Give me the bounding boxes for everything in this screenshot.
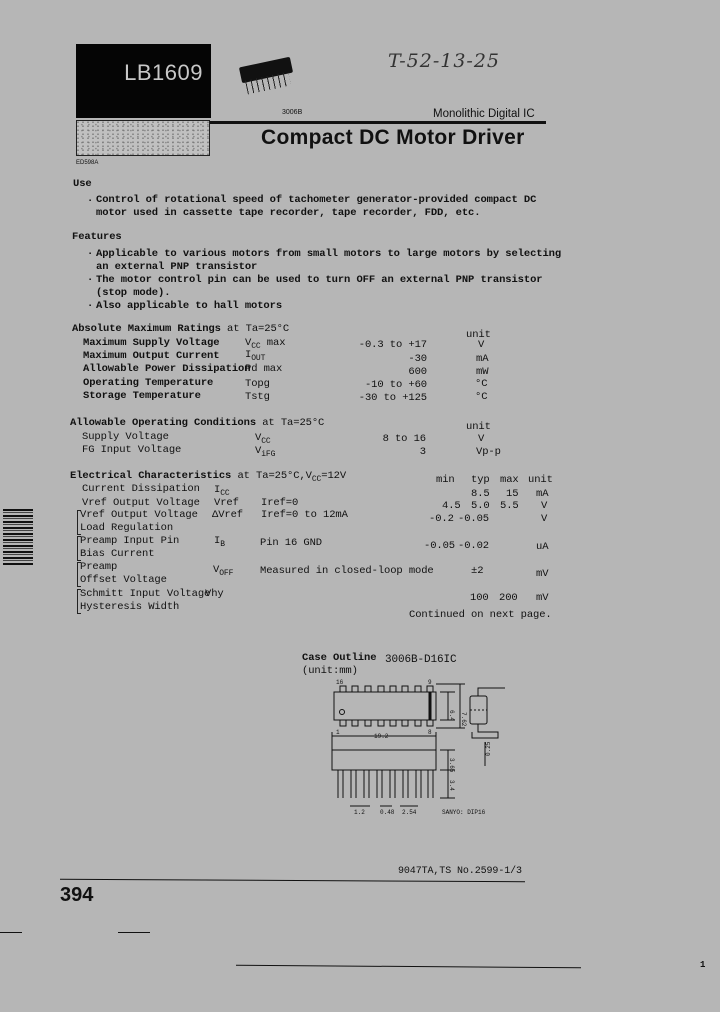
op-cond-value: 3 <box>419 446 426 458</box>
elec-header-min: min <box>436 474 455 486</box>
dim-lead-length: 3.4 <box>448 780 455 791</box>
dim-lead-thickness: 0.25 <box>485 741 492 756</box>
side-barcode <box>3 509 33 565</box>
doc-code: 9047TA,TS No.2599-1/3 <box>398 866 522 877</box>
feature-3-line-1: Also applicable to hall motors <box>96 300 283 312</box>
dim-pin1-offset: 1.2 <box>354 809 365 816</box>
elec-heading-text: Electrical Characteristics <box>70 470 232 482</box>
elec-typ: -0.05 <box>458 513 490 525</box>
abs-max-name: Maximum Output Current <box>83 350 220 362</box>
feature-bullet: . <box>87 246 94 258</box>
elec-header-max: max <box>500 474 519 486</box>
package-outline-drawing <box>330 676 510 816</box>
feature-2-line-1: The motor control pin can be used to turn OFF an external PNP transistor <box>96 274 543 286</box>
features-heading: Features <box>72 231 122 243</box>
op-cond-unit: V <box>478 433 485 445</box>
elec-unit: V <box>541 500 548 512</box>
elec-name: Preamp <box>80 561 118 573</box>
elec-name: Schmitt Input Voltage <box>80 588 211 600</box>
footer-rule <box>60 879 525 882</box>
elec-symbol: Vref <box>214 497 239 509</box>
scan-line <box>236 965 581 968</box>
abs-max-name: Storage Temperature <box>83 390 201 402</box>
abs-max-name: Allowable Power Dissipation <box>83 363 251 375</box>
elec-min: -0.2 <box>429 513 454 525</box>
elec-name: Preamp Input Pin <box>80 535 180 547</box>
elec-symbol: ΔVref <box>212 509 244 521</box>
elec-max: 5.5 <box>500 500 519 512</box>
elec-symbol: $I_B$ <box>214 535 225 549</box>
page-title: Compact DC Motor Driver <box>261 126 525 149</box>
abs-max-value: -30 to +125 <box>358 392 427 404</box>
abs-max-heading-text: Absolute Maximum Ratings <box>72 323 221 335</box>
op-cond-unit: Vp-p <box>476 446 501 458</box>
abs-max-value: 600 <box>408 366 427 378</box>
abs-max-unit: °C <box>475 391 488 403</box>
abs-max-symbol: Tstg <box>245 391 270 403</box>
corner-mark: 1 <box>700 960 706 970</box>
elec-typ: -0.02 <box>458 540 490 552</box>
abs-max-unit: °C <box>475 378 488 390</box>
dim-height: 3.65 <box>448 758 455 773</box>
feature-1-line-1: Applicable to various motors from small motors to large motors by selecting <box>96 248 562 260</box>
feature-1-line-2: an external PNP transistor <box>96 261 258 273</box>
scan-line <box>0 932 22 933</box>
op-cond-symbol: $V_{iFG}$ <box>255 445 276 459</box>
elec-typ: 5.0 <box>471 500 490 512</box>
use-line-1: Control of rotational speed of tachometer generator-provided compact DC <box>96 194 537 206</box>
pin-label-9: 9 <box>428 679 432 686</box>
op-cond-symbol: $V_{CC}$ <box>255 432 271 446</box>
abs-max-symbol: Pd max <box>245 363 283 375</box>
dim-row-spacing: 7.62 <box>460 712 467 727</box>
elec-name: Vref Output Voltage <box>80 509 198 521</box>
abs-max-name: Maximum Supply Voltage <box>83 337 220 349</box>
elec-header-typ: typ <box>471 474 490 486</box>
elec-header-unit: unit <box>528 474 553 486</box>
dim-body-width: 6.4 <box>448 710 455 721</box>
ic-type: Monolithic Digital IC <box>433 108 535 120</box>
elec-condition: Iref=0 <box>261 497 299 509</box>
halftone-image <box>76 120 210 156</box>
feature-2-line-2: (stop mode). <box>96 287 171 299</box>
use-heading: Use <box>73 178 92 190</box>
elec-unit: mV <box>536 592 549 604</box>
elec-condition: Measured in closed-loop mode <box>260 565 434 577</box>
scan-line <box>118 932 150 933</box>
elec-unit: mA <box>536 488 549 500</box>
abs-max-value: -0.3 to +17 <box>358 339 427 351</box>
elec-unit: V <box>541 513 548 525</box>
elec-max: 200 <box>499 592 518 604</box>
elec-name-cont: Bias Current <box>80 548 155 560</box>
op-cond-name: FG Input Voltage <box>82 444 182 456</box>
elec-typ: ±2 <box>471 565 484 577</box>
op-cond-heading <box>70 417 324 429</box>
elec-typ: 8.5 <box>471 488 490 500</box>
op-cond-value: 8 to 16 <box>382 433 426 445</box>
abs-max-unit-header: unit <box>466 329 491 341</box>
use-line-2: motor used in cassette tape recorder, tape recorder, FDD, etc. <box>96 207 481 219</box>
elec-condition: Pin 16 GND <box>260 537 323 549</box>
elec-min: -0.05 <box>424 540 456 552</box>
top-pins <box>340 686 433 692</box>
elec-max: 15 <box>506 488 519 500</box>
elec-condition: Iref=0 to 12mA <box>261 509 348 521</box>
elec-heading <box>70 470 346 482</box>
elec-symbol: Vhy <box>205 588 224 600</box>
handwritten-note: T-52-13-25 <box>388 50 501 72</box>
abs-max-value: -10 to +60 <box>364 379 427 391</box>
elec-unit: uA <box>536 541 549 553</box>
op-cond-name: Supply Voltage <box>82 431 169 443</box>
abs-max-name: Operating Temperature <box>83 377 214 389</box>
abs-max-unit: mA <box>476 353 489 365</box>
elec-symbol: $V_{OFF}$ <box>213 564 234 578</box>
elec-name: Vref Output Voltage <box>82 497 200 509</box>
abs-max-value: -30 <box>408 353 427 365</box>
elec-condition: at $Ta=25^\circ C,V_{CC}=12V$ <box>237 470 347 484</box>
elec-min: 4.5 <box>442 500 461 512</box>
elec-symbol: $I_{CC}$ <box>214 484 230 498</box>
page-number: 394 <box>60 884 94 906</box>
abs-max-unit: V <box>478 339 485 351</box>
op-cond-heading-text: Allowable Operating Conditions <box>70 417 257 429</box>
abs-max-symbol: Topg <box>245 378 270 390</box>
continued-note: Continued on next page. <box>409 609 552 621</box>
abs-max-symbol: $V_{CC}$ max <box>245 337 286 351</box>
abs-max-condition: at Ta=25°C <box>227 323 290 335</box>
op-cond-unit-header: unit <box>466 421 491 433</box>
case-outline-unit: (unit:mm) <box>302 665 358 677</box>
use-bullet: . <box>87 193 94 205</box>
pin-label-1: 1 <box>336 729 340 736</box>
feature-bullet: . <box>87 272 94 284</box>
halftone-code: ED598A <box>76 160 99 166</box>
pin-label-8: 8 <box>428 729 432 736</box>
elec-typ: 100 <box>470 592 489 604</box>
header-rule <box>210 121 546 124</box>
part-number: LB1609 <box>124 60 203 85</box>
pin-label-16: 16 <box>336 679 344 686</box>
elec-name-cont: Load Regulation <box>80 522 174 534</box>
package-body <box>334 692 436 720</box>
dim-length: 19.2 <box>374 733 389 740</box>
dim-pitch: 2.54 <box>402 809 417 816</box>
part-number-box <box>76 44 211 118</box>
elec-unit: mV <box>536 568 549 580</box>
package-code: 3006B <box>282 109 303 116</box>
elec-name: Current Dissipation <box>82 483 200 495</box>
maker-package: SANYO: DIP16 <box>442 809 486 816</box>
case-outline-heading: Case Outline <box>302 652 377 664</box>
feature-bullet: . <box>87 298 94 310</box>
elec-name-cont: Offset Voltage <box>80 574 167 586</box>
abs-max-symbol: $I_{OUT}$ <box>245 349 266 363</box>
front-leads <box>338 770 433 798</box>
abs-max-heading <box>72 323 289 335</box>
case-outline-code: 3006B-D16IC <box>385 654 457 666</box>
dim-lead-width: 0.48 <box>380 809 395 816</box>
abs-max-unit: mW <box>476 366 489 378</box>
op-cond-condition: at Ta=25°C <box>262 417 325 429</box>
elec-name-cont: Hysteresis Width <box>80 601 180 613</box>
